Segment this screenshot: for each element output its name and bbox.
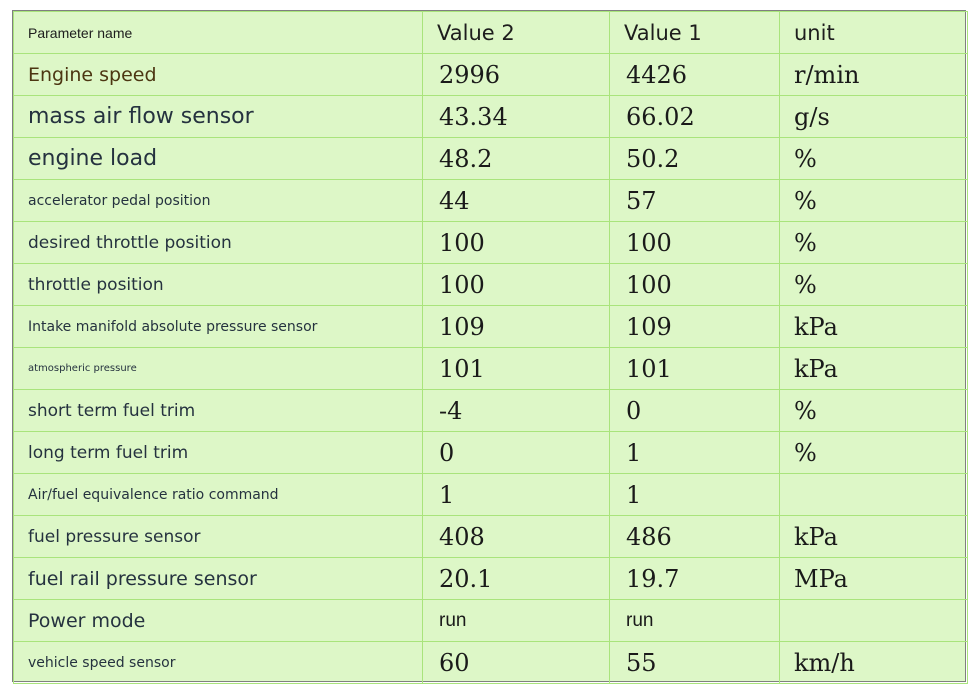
- table-row: [14, 264, 968, 306]
- row-unit: kPa: [780, 348, 968, 390]
- row-value-1: 57: [610, 180, 780, 222]
- row-unit: [780, 600, 968, 642]
- row-unit: MPa: [780, 558, 968, 600]
- row-name: long term fuel trim: [14, 432, 423, 474]
- row-value-1: 1: [610, 474, 780, 516]
- row-value-1: 4426: [610, 54, 780, 96]
- row-value-2: 1: [423, 474, 610, 516]
- parameter-table: [13, 11, 968, 684]
- row-value-2: 44: [423, 180, 610, 222]
- table-row: [14, 306, 968, 348]
- row-name: desired throttle position: [14, 222, 423, 264]
- table-row: [14, 54, 968, 96]
- row-unit: %: [780, 390, 968, 432]
- row-value-1: 0: [610, 390, 780, 432]
- table-row: [14, 432, 968, 474]
- row-name: Intake manifold absolute pressure sensor: [14, 306, 423, 348]
- row-value-2: 109: [423, 306, 610, 348]
- row-name: throttle position: [14, 264, 423, 306]
- row-name: fuel pressure sensor: [14, 516, 423, 558]
- row-name: accelerator pedal position: [14, 180, 423, 222]
- row-unit: kPa: [780, 306, 968, 348]
- row-value-2: 48.2: [423, 138, 610, 180]
- row-value-1: 486: [610, 516, 780, 558]
- table-row: [14, 222, 968, 264]
- row-value-2: 0: [423, 432, 610, 474]
- table-row: [14, 390, 968, 432]
- row-value-1: 1: [610, 432, 780, 474]
- parameter-table-container: [12, 10, 966, 682]
- row-value-1: run: [610, 600, 780, 642]
- row-value-1: 66.02: [610, 96, 780, 138]
- row-value-1: 100: [610, 264, 780, 306]
- table-row: [14, 474, 968, 516]
- row-name: engine load: [14, 138, 423, 180]
- row-unit: %: [780, 222, 968, 264]
- row-unit: %: [780, 432, 968, 474]
- row-unit: r/min: [780, 54, 968, 96]
- row-value-2: 101: [423, 348, 610, 390]
- row-value-2: 408: [423, 516, 610, 558]
- row-value-1: 55: [610, 642, 780, 684]
- row-name: Engine speed: [14, 54, 423, 96]
- table-header-row: [14, 12, 968, 54]
- row-name: vehicle speed sensor: [14, 642, 423, 684]
- row-value-2: 100: [423, 222, 610, 264]
- row-name: Power mode: [14, 600, 423, 642]
- table-row: [14, 600, 968, 642]
- row-value-2: 100: [423, 264, 610, 306]
- table-row: [14, 516, 968, 558]
- row-unit: %: [780, 264, 968, 306]
- row-name: fuel rail pressure sensor: [14, 558, 423, 600]
- row-name: short term fuel trim: [14, 390, 423, 432]
- row-value-2: 2996: [423, 54, 610, 96]
- row-value-1: 19.7: [610, 558, 780, 600]
- row-unit: %: [780, 180, 968, 222]
- row-value-1: 101: [610, 348, 780, 390]
- row-unit: kPa: [780, 516, 968, 558]
- row-value-2: run: [423, 600, 610, 642]
- table-row: [14, 96, 968, 138]
- row-name: Air/fuel equivalence ratio command: [14, 474, 423, 516]
- row-unit: g/s: [780, 96, 968, 138]
- table-row: [14, 138, 968, 180]
- row-value-1: 109: [610, 306, 780, 348]
- row-value-2: 60: [423, 642, 610, 684]
- row-value-1: 50.2: [610, 138, 780, 180]
- table-row: [14, 642, 968, 684]
- row-name: atmospheric pressure: [14, 348, 423, 390]
- header-value-2: Value 2: [423, 12, 610, 54]
- row-value-2: -4: [423, 390, 610, 432]
- row-value-2: 43.34: [423, 96, 610, 138]
- row-unit: km/h: [780, 642, 968, 684]
- header-unit: unit: [780, 12, 968, 54]
- row-value-1: 100: [610, 222, 780, 264]
- table-row: [14, 180, 968, 222]
- header-value-1: Value 1: [610, 12, 780, 54]
- row-value-2: 20.1: [423, 558, 610, 600]
- table-row: [14, 348, 968, 390]
- table-row: [14, 558, 968, 600]
- row-name: mass air flow sensor: [14, 96, 423, 138]
- row-unit: %: [780, 138, 968, 180]
- header-parameter-name: Parameter name: [14, 12, 423, 54]
- row-unit: [780, 474, 968, 516]
